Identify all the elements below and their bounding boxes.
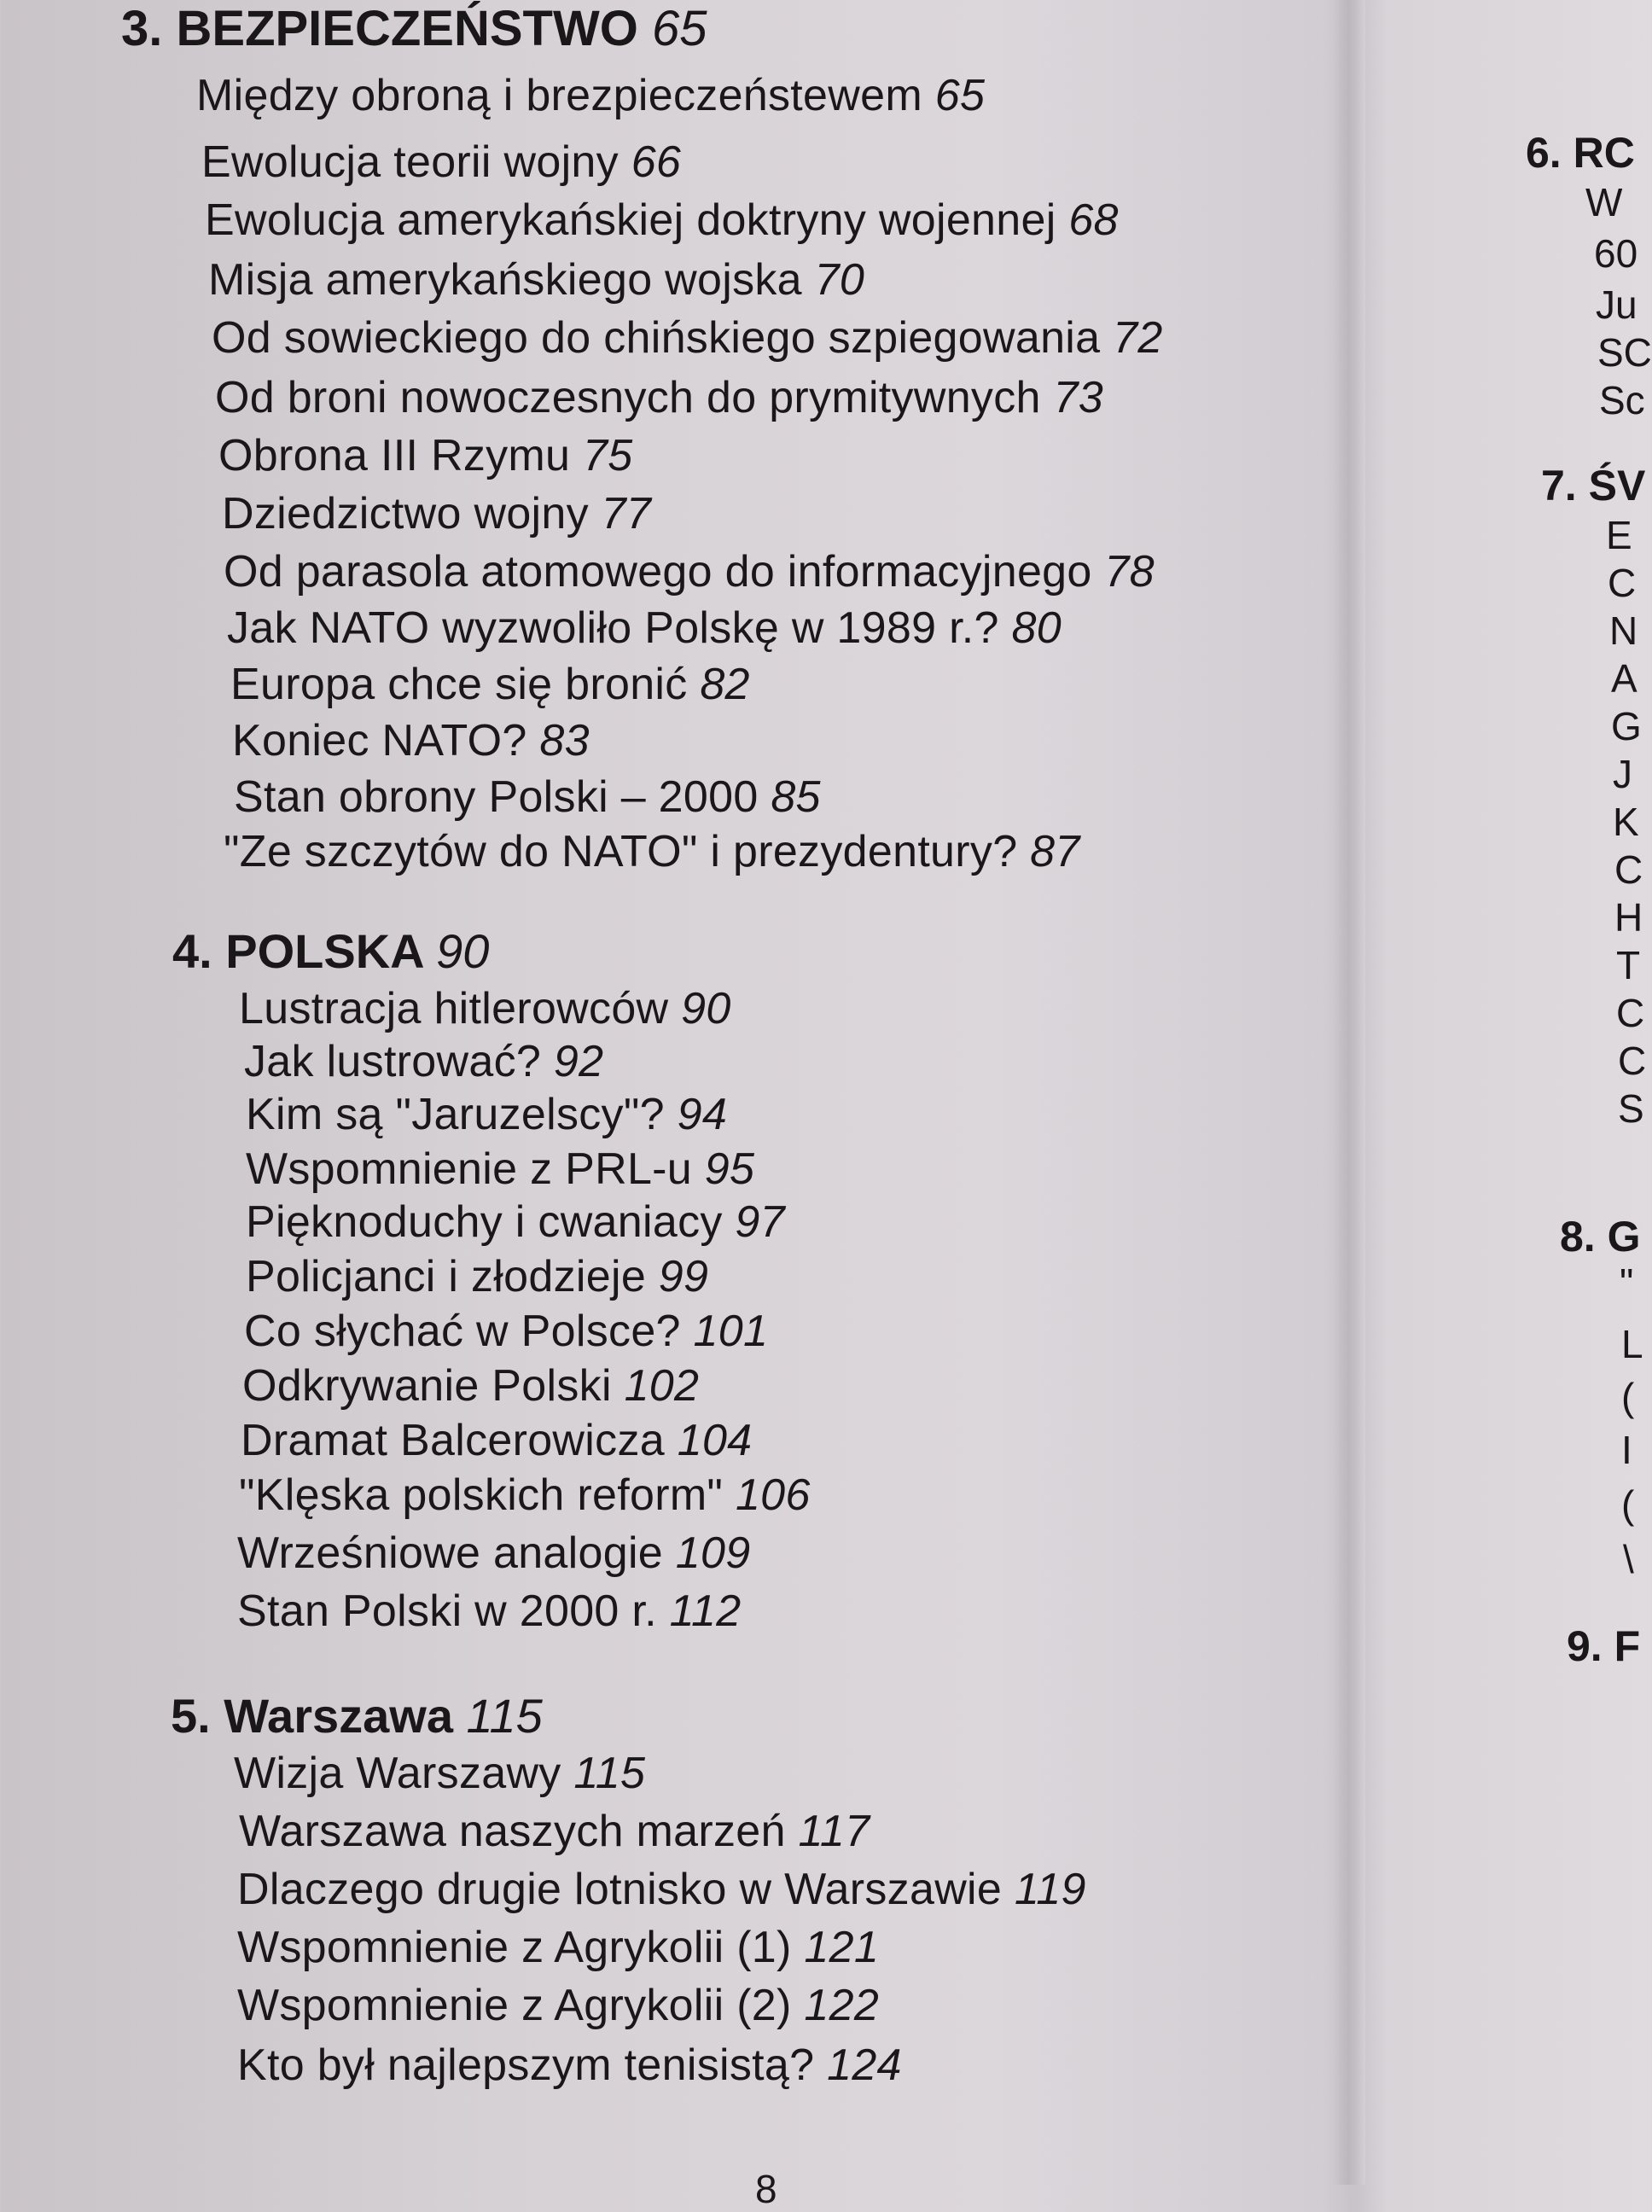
right-entry-fragment: C (1616, 991, 1645, 1035)
toc-entry: Kim są "Jaruzelscy"? 94 (246, 1090, 728, 1139)
toc-entry: Dlaczego drugie lotnisko w Warszawie 119 (237, 1865, 1086, 1914)
toc-entry: "Ze szczytów do NATO" i prezydentury? 87 (224, 827, 1080, 876)
toc-entry: Od broni nowoczesnych do prymitywnych 73 (215, 373, 1103, 422)
toc-entry: Od parasola atomowego do informacyjnego 78 (224, 547, 1155, 597)
toc-entry: Jak lustrować? 92 (244, 1037, 604, 1086)
toc-entry: Dziedzictwo wojny 77 (222, 489, 652, 538)
right-entry-fragment: K (1613, 800, 1639, 844)
right-entry-fragment: Ju (1596, 282, 1637, 327)
toc-entry: Od sowieckiego do chińskiego szpiegowania 72 (212, 313, 1163, 363)
toc-entry: Co słychać w Polsce? 101 (244, 1307, 769, 1356)
right-entry-fragment: C (1608, 561, 1637, 605)
right-entry-fragment: " (1620, 1260, 1634, 1305)
toc-entry: Wizja Warszawy 115 (234, 1749, 646, 1798)
section-heading: 5. Warszawa 115 (171, 1689, 543, 1743)
right-entry-fragment: J (1613, 752, 1632, 796)
right-entry-fragment: Sc (1599, 378, 1645, 422)
right-entry-fragment: L (1621, 1322, 1643, 1366)
toc-entry: "Klęska polskich reform" 106 (239, 1470, 811, 1520)
right-entry-fragment: W (1585, 180, 1623, 224)
right-entry-fragment: C (1618, 1039, 1647, 1083)
section-heading: 4. POLSKA 90 (172, 924, 490, 978)
right-entry-fragment: 60 (1594, 231, 1638, 276)
section-heading: 3. BEZPIECZEŃSTWO 65 (121, 1, 707, 56)
toc-entry: Ewolucja amerykańskiej doktryny wojennej 68 (205, 195, 1119, 245)
toc-entry: Pięknoduchy i cwaniacy 97 (246, 1197, 785, 1247)
right-section-heading: 8. G (1560, 1213, 1641, 1260)
toc-entry: Wrześniowe analogie 109 (237, 1528, 751, 1578)
toc-entry: Między obroną i brezpieczeństewem 65 (196, 71, 986, 120)
right-entry-fragment: C (1614, 847, 1643, 892)
right-entry-fragment: S (1618, 1086, 1644, 1131)
toc-entry: Jak NATO wyzwoliło Polskę w 1989 r.? 80 (227, 603, 1062, 653)
toc-entry: Dramat Balcerowicza 104 (241, 1416, 753, 1465)
toc-entry: Wspomnienie z PRL-u 95 (246, 1144, 755, 1194)
toc-entry: Koniec NATO? 83 (232, 716, 590, 765)
right-entry-fragment: SC (1597, 330, 1652, 375)
right-section-heading: 6. RC (1526, 129, 1635, 177)
toc-entry: Warszawa naszych marzeń 117 (239, 1807, 870, 1856)
toc-entry: Stan obrony Polski – 2000 85 (234, 772, 821, 822)
right-entry-fragment: ( (1621, 1375, 1635, 1419)
right-page-fragment (1510, 0, 1652, 2185)
right-entry-fragment: E (1606, 513, 1632, 557)
toc-entry: Kto był najlepszym tenisistą? 124 (237, 2040, 902, 2090)
right-section-heading: 9. F (1567, 1622, 1641, 1670)
right-entry-fragment: N (1609, 608, 1638, 653)
toc-entry: Obrona III Rzymu 75 (218, 431, 633, 480)
toc-entry: Europa chce się bronić 82 (230, 660, 750, 709)
right-entry-fragment: I (1621, 1428, 1632, 1472)
toc-entry: Misja amerykańskiego wojska 70 (208, 255, 865, 305)
toc-entry: Wspomnienie z Agrykolii (2) 122 (237, 1981, 880, 2030)
toc-entry: Odkrywanie Polski 102 (242, 1361, 700, 1411)
right-entry-fragment: A (1611, 656, 1637, 701)
right-section-heading: 7. ŚV (1541, 462, 1646, 509)
right-entry-fragment: T (1616, 943, 1641, 987)
toc-entry: Ewolucja teorii wojny 66 (201, 137, 682, 187)
right-entry-fragment: G (1611, 704, 1642, 748)
page-number: 8 (755, 2167, 777, 2211)
page-fold-shadow (1331, 0, 1365, 2185)
toc-entry: Lustracja hitlerowców 90 (239, 984, 731, 1033)
toc-entry: Policjanci i złodzieje 99 (246, 1252, 709, 1301)
right-entry-fragment: H (1614, 895, 1643, 940)
right-entry-fragment: ( (1621, 1482, 1635, 1527)
toc-entry: Stan Polski w 2000 r. 112 (237, 1586, 742, 1636)
toc-entry: Wspomnienie z Agrykolii (1) 121 (237, 1923, 880, 1972)
right-entry-fragment: \ (1623, 1537, 1634, 1581)
